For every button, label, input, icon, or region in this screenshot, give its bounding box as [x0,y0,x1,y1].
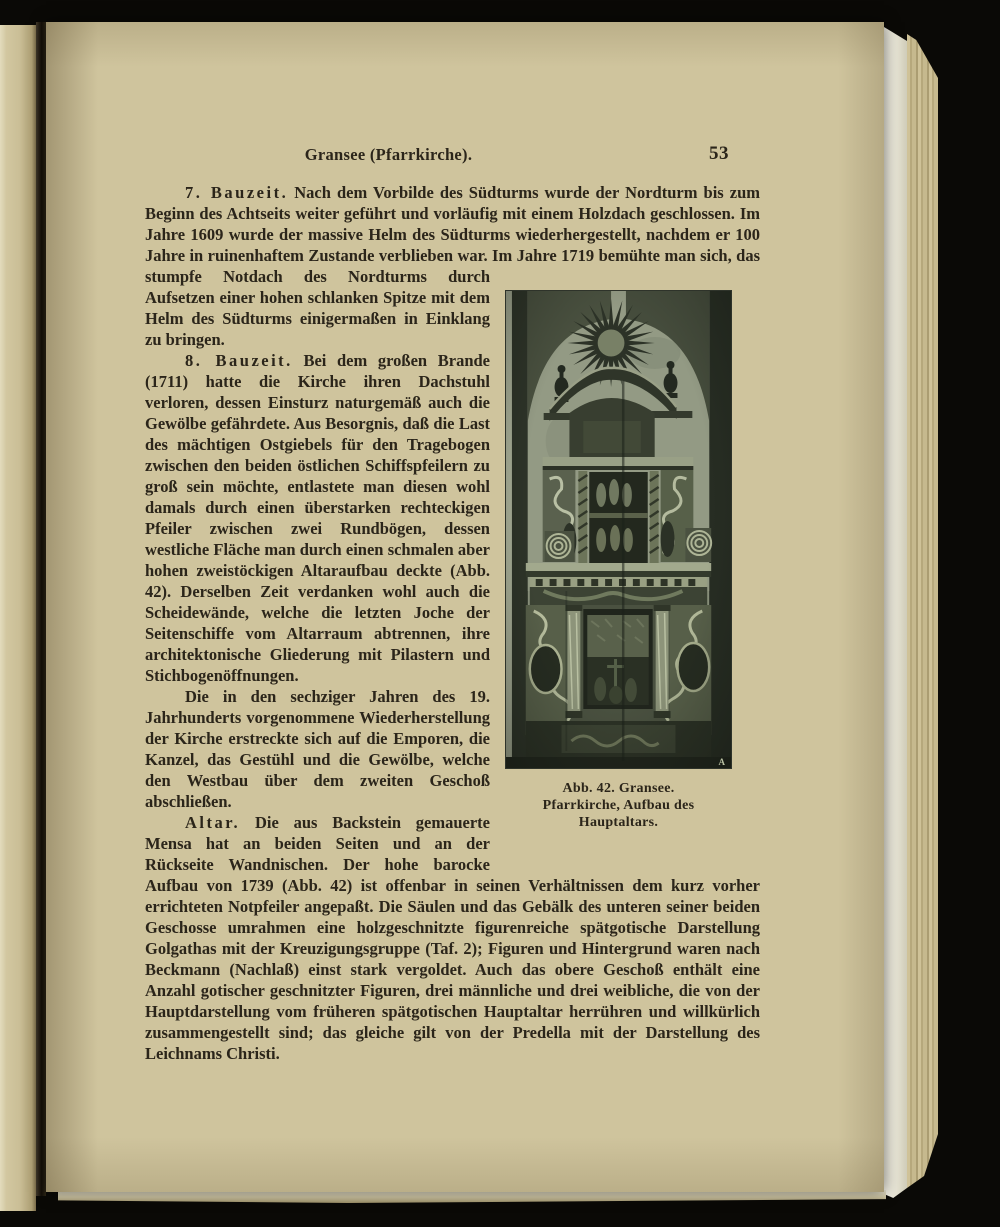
page-edges-right-light [884,27,907,1198]
paragraph-7-text-after-figure: bemühte man sich, das stumpfe Notdach des Nordturms durch Aufsetzen einer hohen schlanken Spitze mit dem Helm des Südturms einigermaßen in Einklang zu bringen. [145,246,760,349]
figure-caption-line2: Pfarrkirche, Aufbau des Hauptaltars. [542,798,695,830]
page-header [145,145,760,169]
altar-photo-illustration [506,291,731,768]
figure-caption [505,780,732,831]
facing-page-edge [0,25,36,1211]
figure-caption-line1: Abb. 42. Gransee. [562,781,675,796]
page-edges-right-tan [907,32,938,1192]
paragraph-8-heading: 8. Bauzeit. [185,351,293,370]
running-title: Gransee (Pfarrkirche). [304,145,473,164]
altar-figure [505,290,732,831]
paragraph-7-heading: 7. Bauzeit. [185,183,289,202]
paragraph-7-text-before-figure: Nach dem Vorbilde des Südturms wurde der Nordturm bis zum Beginn des Achtseits weiter geführt und vorläufig mit einem Holzdach geschlossen. Im Jahre 1609 wurde der massive Helm des Südturms wiederhergestellt, nachdem er 100 Jahre in ruinenhaftem Zustande verblieben war. Im Jahre 1719 [145,183,760,265]
paragraph-altar-heading: Altar. [185,813,241,832]
book-gutter [36,22,46,1196]
photographer-mark: A [718,757,725,767]
paragraph-altar-text: Die aus Backstein gemauerte Mensa hat an beiden Seiten und an der Rückseite Wandnischen. Der hohe barocke Aufbau von 1739 (Abb. 42) ist offenbar in seinen Verhältnissen dem kurz vorher errichteten Notpfeiler angepaßt. Die Säulen und das Gebälk des unteren seiner beiden Geschosse umrahmen eine holzgeschnitzte figurenreiche spätgotische Darstellung Golgathas mit der Kreuzigungsgruppe (Taf. 2); Figuren und Hintergrund waren nach Beckmann (Nachlaß) einst stark vergoldet. Auch das obere Geschoß enthält eine Anzahl gotischer geschnitzter Figuren, drei männliche und drei weibliche, die von der Hauptdarstellung vom früheren spätgotischen Hauptaltar herrühren und willkürlich zusammengestellt sind; das gleiche gilt von der Predella mit der Darstellung des Leichnams Christi. [145,813,760,1063]
altar-photo [505,290,732,769]
text-block [145,182,760,1064]
page-number: 53 [709,143,729,164]
paragraph-8-text: Bei dem großen Brande (1711) hatte die Kirche ihren Dachstuhl verloren, dessen Einsturz naturgemäß auch die Gewölbe gefährdete. Aus Besorgnis, daß die Last des mächtigen Ostgiebels für den Tragebogen zwischen den beiden östlichen Schiffspfeilern zu groß sein möchte, entlastete man diesen wohl damals durch einen überstarken rechteckigen Pfeiler zwischen zwei Rundbögen, dessen westliche Fläche man durch einen schmalen aber hohen zweistöckigen Altaraufbau deckte (Abb. 42). Derselben Zeit verdanken wohl auch die Scheidewände, welche die letzten Joche der Seitenschiffe vom Altarraum abtrennen, ihre architektonische Gliederung mit Pilastern und Stichbogenöffnungen. [145,351,490,685]
paragraph-9-text: Die in den sechziger Jahren des 19. Jahrhunderts vorgenommene Wiederherstellung der Kirche erstreckte sich auf die Emporen, die Kanzel, das Gestühl und die Gewölbe, welche den Westbau über dem zweiten Geschoß abschließen. [145,687,490,811]
paragraph-altar [145,812,760,1064]
book-page [46,22,884,1192]
